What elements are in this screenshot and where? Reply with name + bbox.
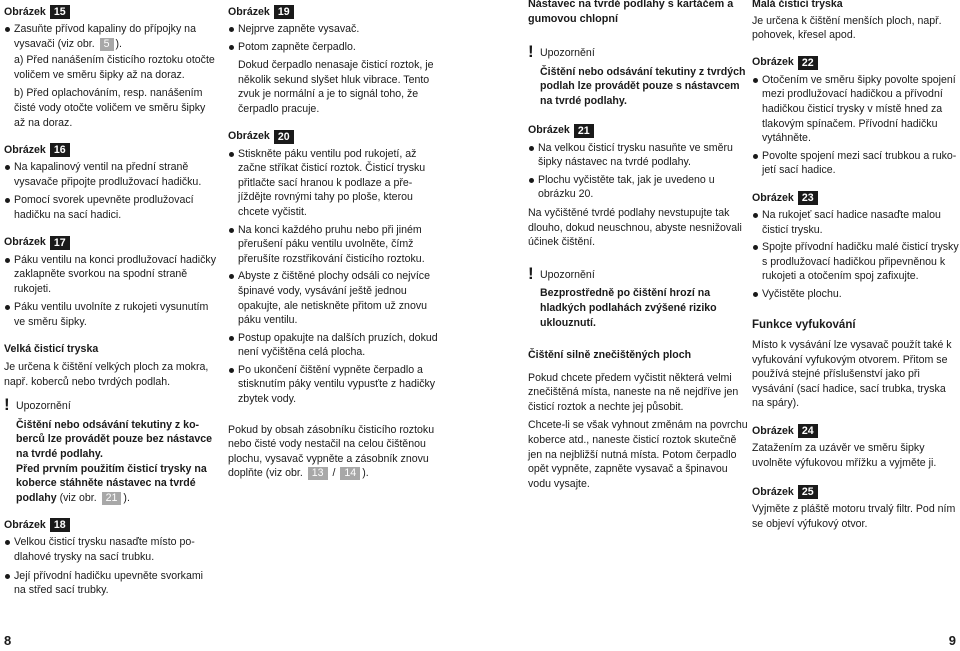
blowing-function-section	[752, 318, 960, 412]
section-title: Velká čisticí tryska	[4, 342, 99, 355]
list-item: Na konci každého pruhu nebo při jiném přerušení páku ventilu uvolněte, čímž přerušíte rozstřikování čisticího roztoku.	[228, 223, 442, 267]
list-item: Povolte spojení mezi sací trubkou a rukojetí sací hadice.	[752, 149, 960, 178]
figure-24-badge: 24	[798, 424, 818, 438]
list-item-text: Zasuňte přívod kapaliny do přípojky na vysavači (viz obr.	[14, 23, 196, 50]
warning-title: Upozornění	[540, 268, 595, 281]
list-item: Plochu vyčistěte tak, jak je uvedeno u obrázku 20.	[528, 173, 748, 202]
warning-text-end: ).	[123, 491, 130, 504]
figure-25-badge: 25	[798, 485, 818, 499]
ref-separator: /	[332, 467, 336, 480]
paragraph-text: Vyjměte z pláště motoru trvalý filtr. Pod ním se objeví výfukový otvor.	[752, 503, 956, 530]
warning-icon: !	[4, 395, 10, 415]
page-number-right: 9	[948, 633, 956, 648]
figure-24-block	[752, 423, 960, 470]
page-number-left: 8	[4, 633, 12, 648]
section-title: Čištění silně znečištěných ploch	[528, 349, 692, 362]
warning-title: Upozornění	[540, 47, 595, 60]
figure-23-badge: 23	[798, 191, 818, 205]
list-item: Pomocí svorek upevněte prodlužovací hadičku na sací hadici.	[4, 193, 216, 222]
figure-18-block	[4, 517, 216, 597]
figure-18-badge: 18	[50, 518, 70, 532]
warning-title: Upozornění	[16, 400, 71, 413]
figure-22-badge: 22	[798, 56, 818, 70]
heavy-soiling-section	[528, 348, 748, 491]
large-nozzle-section	[4, 342, 216, 390]
list-item: Spojte přívodní hadičku malé čisticí trysky s prodlužovací hadičkou připevněnou k rukojeti a otočením spoj zafixujte.	[752, 240, 960, 284]
list-item: Na kapalinový ventil na přední straně vysavače připojte prodlužovací hadičku.	[4, 160, 216, 189]
paragraph-text: Zatažením za uzávěr ve směru šipky uvolněte výfukovou mřížku a vyjměte ji.	[752, 442, 937, 469]
refill-paragraph	[228, 423, 442, 481]
figure-17-badge: 17	[50, 236, 70, 250]
figure-ref-badge: 21	[102, 492, 122, 505]
section-title: Funkce vyfukování	[752, 318, 856, 331]
figure-label: Obrázek	[228, 130, 270, 143]
figure-15-block	[4, 4, 216, 130]
figure-17-block	[4, 235, 216, 330]
figure-label: Obrázek	[4, 519, 46, 532]
figure-16-heading	[4, 142, 216, 158]
section-text: Je určena k čištění velkých ploch za mokra, např. koberců nebo tvrdých podlah.	[4, 361, 209, 388]
warning-block	[4, 395, 216, 505]
figure-label: Obrázek	[228, 5, 270, 18]
figure-20-badge: 20	[274, 130, 294, 144]
list-item: Páku ventilu na konci prodlužovací hadičky zaklapněte svorkou na spodní straně rukojeti.	[4, 253, 216, 297]
figure-18-heading	[4, 517, 216, 533]
figure-ref-badge: 13	[308, 467, 328, 480]
column-4	[752, 0, 960, 531]
paragraph-text: Místo k vysávání lze vysavač použít také k vyfukování vyfukovým otvorem. Přitom se používá stejné příslušenství jako při vysávání (sací hadice, sací trubka, tryska na spáry).	[752, 339, 952, 410]
paragraph-text: Chcete-li se však vyhnout změnám na povrchu koberce atd., naneste čisticí roztok skutečně jen na nejbližší nutná místa. Potom čerpadlo opět vypněte, zapněte vysavač a špinavou vodu vysajte.	[528, 419, 748, 490]
warning-icon: !	[528, 263, 534, 283]
warning-icon: !	[528, 42, 534, 62]
figure-17-heading	[4, 235, 216, 251]
figure-21-badge: 21	[574, 124, 594, 138]
figure-21-heading	[528, 123, 748, 139]
warning-text-ref-intro: (viz obr.	[59, 491, 97, 504]
warning-block	[528, 42, 748, 108]
column-1	[4, 4, 216, 598]
figure-ref-badge: 14	[340, 467, 360, 480]
paragraph-text: Pokud by obsah zásobníku čisticího roztoku nebo čisté vody nestačil na celou čištěnou plochu, vysavač vypněte a zásobník znovu doplňte (viz obr.	[228, 423, 435, 480]
small-nozzle-section	[752, 0, 960, 43]
figure-20-heading	[228, 129, 442, 145]
warning-text: Bezprostředně po čištění hrozí na hladkých podlahách zvýšené riziko uklouznutí.	[540, 287, 717, 329]
list-item: Otočením ve směru šipky povolte spojení mezi prodlužovací hadičkou a přívodní hadičkou čisticí trysky v místě hned za tlakovým spínačem. Přívodní hadičku vytáhněte.	[752, 73, 960, 146]
figure-label: Obrázek	[528, 124, 570, 137]
list-item: Nejprve zapněte vysavač.	[228, 22, 442, 37]
figure-16-badge: 16	[50, 143, 70, 157]
figure-25-heading	[752, 484, 960, 500]
figure-label: Obrázek	[4, 143, 46, 156]
list-item	[4, 22, 216, 51]
figure-20-block	[228, 129, 442, 407]
figure-label: Obrázek	[4, 5, 46, 18]
figure-ref-badge: 5	[100, 38, 114, 51]
column-2	[228, 4, 442, 481]
figure-25-block	[752, 484, 960, 531]
list-item: Postup opakujte na dalších pruzích, dokud není vyčištěna celá plocha.	[228, 331, 442, 360]
list-item: Abyste z čištěné plochy odsáli co nejvíce špinavé vody, vysávání ještě jednou opakujte, ale netiskněte přitom už znovu páku ventilu.	[228, 269, 442, 327]
step-b: b) Před oplachováním, resp. nanášením čisté vody otočte voličem ve směru šipky až na doraz.	[14, 87, 206, 129]
paragraph-text: Pokud chcete předem vyčistit některá velmi znečištěná místa, naneste na ně nejdříve jen čisticí roztok a nechte jej působit.	[528, 371, 739, 413]
figure-label: Obrázek	[752, 485, 794, 498]
list-item: Potom zapněte čerpadlo.	[228, 40, 442, 55]
figure-label: Obrázek	[752, 191, 794, 204]
list-item: Vyčistěte plochu.	[752, 287, 960, 302]
list-item: Páku ventilu uvolníte z rukojeti vysunutím ve směru šipky.	[4, 300, 216, 329]
list-item: Stiskněte páku ventilu pod rukojetí, až začne stříkat čisticí roztok. Čisticí trysku přitlačte sací hranou k podlaze a přejíždějte rovnými tahy po ploše, kterou chcete vyčistit.	[228, 147, 442, 220]
figure-label: Obrázek	[752, 424, 794, 437]
figure-label: Obrázek	[4, 236, 46, 249]
figure-label: Obrázek	[752, 56, 794, 69]
warning-text: Čištění nebo odsávání tekutiny z koberců lze provádět pouze bez nástavce na tvrdé podlahy.	[16, 418, 213, 461]
figure-22-block	[752, 55, 960, 178]
figure-15-heading	[4, 4, 216, 20]
warning-block	[528, 263, 748, 330]
list-item: Její přívodní hadičku upevněte svorkami na střed sací trubky.	[4, 569, 216, 598]
column-3	[528, 0, 748, 491]
figure-23-block	[752, 190, 960, 302]
figure-19-badge: 19	[274, 5, 294, 19]
paragraph-text: Na vyčištěné tvrdé podlahy nevstupujte tak dlouho, dokud neuschnou, abyste nesnižovali účinek čištění.	[528, 206, 742, 249]
list-item: Velkou čisticí trysku nasaďte místo podlahové trysky na sací trubku.	[4, 535, 216, 564]
figure-19-block	[228, 4, 442, 117]
note-text: Dokud čerpadlo nenasaje čisticí roztok, je několik sekund slyšet hluk vibrace. Tento zvuk je normální a je to signál toho, že čerpadlo pracuje.	[238, 59, 434, 115]
list-item-text-end: ).	[115, 37, 122, 50]
step-a: a) Před nanášením čisticího roztoku otočte voličem ve směru šipky až na doraz.	[14, 54, 215, 81]
list-item: Na rukojeť sací hadice nasaďte malou čisticí trysku.	[752, 208, 960, 237]
figure-24-heading	[752, 423, 960, 439]
paragraph-end: ).	[362, 467, 369, 480]
warning-text-2	[16, 462, 216, 506]
figure-23-heading	[752, 190, 960, 206]
figure-16-block	[4, 142, 216, 222]
list-item: Na velkou čisticí trysku nasuňte ve směru šipky nástavec na tvrdé podlahy.	[528, 141, 748, 170]
section-title: Malá čisticí tryska	[752, 0, 843, 10]
figure-15-badge: 15	[50, 5, 70, 19]
warning-text-bold: Před prvním použitím čisticí trysky na koberce stáhněte nástavec na tvrdé podlahy	[16, 462, 207, 504]
warning-text: Čištění nebo odsávání tekutiny z tvrdých podlah lze provádět pouze s nástavcem na tvrdé podlahy.	[540, 65, 746, 107]
figure-21-block	[528, 123, 748, 250]
list-item: Po ukončení čištění vypněte čerpadlo a stisknutím páky ventilu vypusťte z hadičky zbytek vody.	[228, 363, 442, 407]
figure-22-heading	[752, 55, 960, 71]
hard-floor-title: Nástavec na tvrdé podlahy s kartáčem a gumovou chlopní	[528, 0, 734, 25]
figure-19-heading	[228, 4, 442, 20]
section-text: Je určena k čištění menších ploch, např. pohovek, křesel apod.	[752, 14, 942, 42]
